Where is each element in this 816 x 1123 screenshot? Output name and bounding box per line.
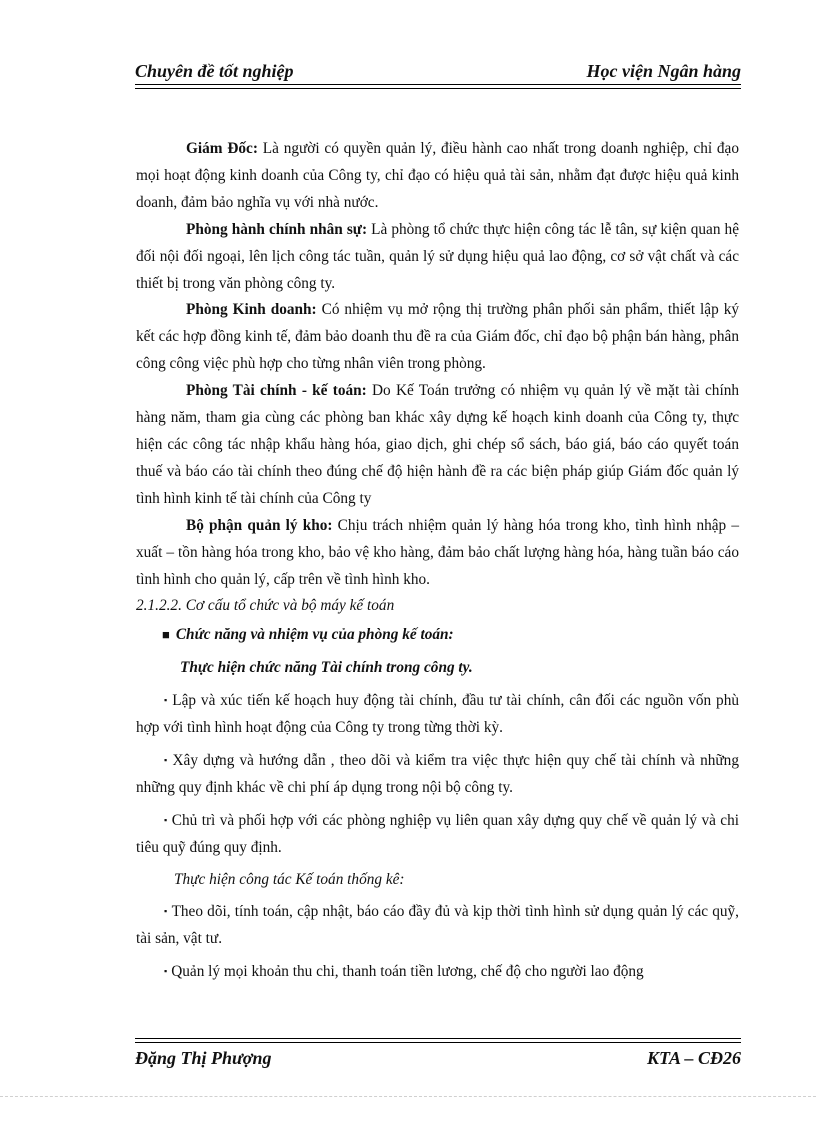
footer-class-code: KTA – CĐ26 <box>646 1048 741 1068</box>
accounting-title: Thực hiện công tác Kế toán thống kê: <box>174 870 405 888</box>
term-warehouse: Bộ phận quản lý kho: <box>186 516 333 534</box>
function-title: Thực hiện chức năng Tài chính trong công ty. <box>180 659 473 677</box>
page-header <box>135 58 741 85</box>
paragraph-finance <box>136 378 739 513</box>
list-item-text: Quản lý mọi khoản thu chi, thanh toán tiền lương, chế độ cho người lao động <box>171 963 644 981</box>
header-institution: Học viện Ngân hàng <box>586 61 741 81</box>
text-sales: Có nhiệm vụ mở rộng thị trường phân phối sản phẩm, thiết lập ký kết các hợp đồng kinh tế, đảm bảo doanh thu đề ra của Giám đốc, chỉ đạo bộ phận bán hàng, phân công công việc phù hợp cho từng nhân viên trong phòng. <box>136 301 739 373</box>
list-item-text: Theo dõi, tính toán, cập nhật, báo cáo đầy đủ và kịp thời tình hình sử dụng quản lý các quỹ, tài sản, vật tư. <box>136 903 739 948</box>
paragraph-hr <box>136 217 739 298</box>
text-director: Là người có quyền quản lý, điều hành cao nhất trong doanh nghiệp, chỉ đạo mọi hoạt động kinh doanh của Công ty, chỉ đạo có hiệu quả tài sản, nhằm đạt được hiệu quả kinh doanh, đảm bảo nghĩa vụ với nhà nước. <box>136 140 739 211</box>
list-item <box>136 747 739 802</box>
term-finance: Phòng Tài chính - kế toán: <box>186 382 367 400</box>
term-sales: Phòng Kinh doanh: <box>186 301 317 319</box>
list-item <box>136 687 739 742</box>
paragraph-warehouse <box>136 513 739 594</box>
bullet-icon: ▪ <box>164 814 168 825</box>
paragraph-director <box>136 136 739 217</box>
header-document-type: Chuyên đề tốt nghiệp <box>135 61 294 81</box>
page-bottom-divider <box>0 1096 816 1097</box>
term-director: Giám Đốc: <box>186 140 258 157</box>
page-body <box>136 136 739 986</box>
text-finance: Do Kế Toán trưởng có nhiệm vụ quản lý về mặt tài chính hàng năm, tham gia cùng các phòng ban khác xây dựng kế hoạch kinh doanh của Công ty, thực hiện các công tác nhập khẩu hàng hóa, giao dịch, ghi chép sổ sách, báo giá, báo cáo quyết toán thuế và báo cáo tài chính theo đúng chế độ hiện hành đề ra các biện pháp giúp Giám đốc quản lý tình hình kinh tế tài chính của Công ty <box>136 382 740 507</box>
bullet-icon: ▪ <box>164 754 169 765</box>
list-item-text: Lập và xúc tiến kế hoạch huy động tài chính, đầu tư tài chính, cân đối các nguồn vốn phù hợp với tình hình hoạt động của Công ty trong từng thời kỳ. <box>136 692 739 737</box>
list-item <box>136 898 739 953</box>
section-title: 2.1.2.2. Cơ cấu tổ chức và bộ máy kế toán <box>136 597 395 615</box>
bullet-icon: ▪ <box>164 695 169 706</box>
list-item <box>136 958 739 986</box>
bullet-icon: ▪ <box>164 906 168 917</box>
square-bullet-icon: ■ <box>162 627 170 643</box>
list-item <box>136 807 739 862</box>
bullet-icon: ▪ <box>164 966 168 977</box>
footer-author: Đặng Thị Phượng <box>135 1048 272 1068</box>
text-hr: Là phòng tổ chức thực hiện công tác lễ tân, sự kiện quan hệ đối nội đối ngoại, lên lịch công tác tuần, quản lý sử dụng hiệu quả lao động, cơ sở vật chất và các thiết bị trong văn phòng công ty. <box>136 220 739 292</box>
sub-heading-text: Chức năng và nhiệm vụ của phòng kế toán: <box>175 626 454 644</box>
sub-heading <box>136 622 739 649</box>
page-footer <box>135 1042 741 1069</box>
term-hr: Phòng hành chính nhân sự: <box>186 220 368 238</box>
paragraph-sales <box>136 297 739 378</box>
list-item-text: Chủ trì và phối hợp với các phòng nghiệp vụ liên quan xây dựng quy chế về quản lý và chi tiêu quỹ đúng quy định. <box>136 811 739 856</box>
list-item-text: Xây dựng và hướng dẫn , theo dõi và kiểm tra việc thực hiện quy chế tài chính và những những quy định khác về chi phí áp dụng trong nội bộ công ty. <box>136 751 739 796</box>
text-warehouse: Chịu trách nhiệm quản lý hàng hóa trong kho, tình hình nhập – xuất – tồn hàng hóa trong kho, bảo vệ kho hàng, đảm bảo chất lượng hàng hóa, hàng tuần báo cáo tình hình cho quản lý, cấp trên về tình hình kho. <box>136 516 739 588</box>
